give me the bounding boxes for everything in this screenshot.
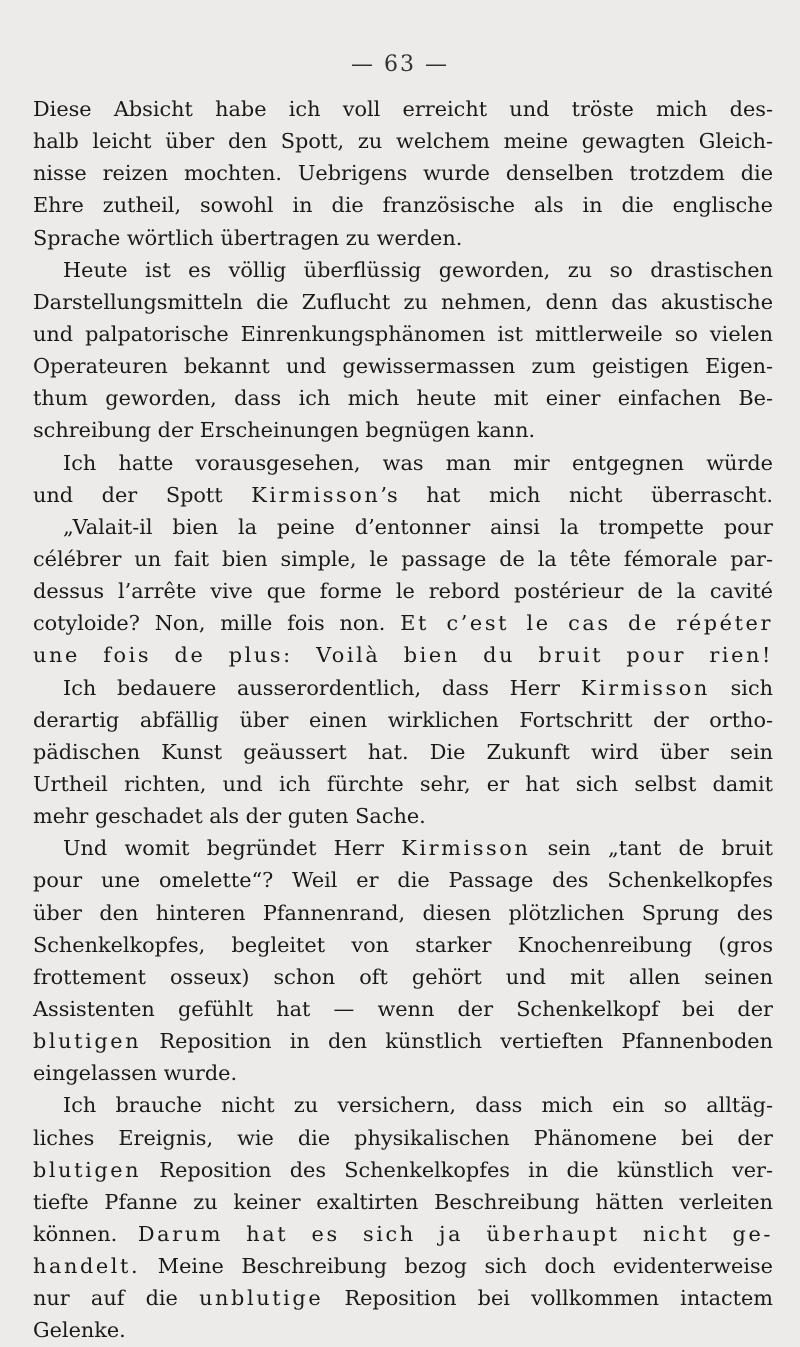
text-line: mehr geschadet als der guten Sache. (33, 804, 426, 829)
text-line: tiefte Pfanne zu keiner exaltirten Beschreibung hätten verleiten (33, 1189, 773, 1214)
text-line: Operateuren bekannt und gewissermassen zum geistigen Eigen- (33, 354, 773, 379)
text-line: frottement osseux) schon oft gehört und mit allen seinen (33, 964, 773, 989)
spaced-emphasis: blutigen (33, 1157, 142, 1182)
text-line: Ich hatte vorausgesehen, was man mir entgegnen würde (63, 450, 773, 475)
text-line: Sprache wörtlich übertragen zu werden. (33, 225, 463, 250)
spaced-emphasis: Darum hat es sich ja überhaupt nicht ge- (137, 1221, 773, 1246)
spaced-emphasis: blutigen (33, 1029, 142, 1054)
text-line: halb leicht über den Spott, zu welchem meine gewagten Gleich- (33, 129, 773, 154)
text-line: handelt. Meine Beschreibung bezog sich doch evidenterweise (33, 1254, 773, 1279)
text-line: dessus l’arrête vive que forme le rebord postérieur de la cavité (33, 579, 773, 604)
text-line: und der Spott Kirmisson’s hat mich nicht überrascht. (33, 482, 773, 507)
text-line: Und womit begründet Herr Kirmisson sein „tant de bruit (63, 836, 773, 861)
spaced-emphasis: Et c’est le cas de répéter (400, 611, 773, 636)
text-line: eingelassen wurde. (33, 1061, 238, 1086)
text-line: nur auf die unblutige Reposition bei vollkommen intactem (33, 1286, 773, 1311)
text-line: Ich brauche nicht zu versichern, dass mich ein so alltäg- (63, 1093, 773, 1118)
text-line: pour une omelette“? Weil er die Passage des Schenkelkopfes (33, 868, 773, 893)
text-line: blutigen Reposition in den künstlich vertieften Pfannenboden (33, 1029, 773, 1054)
text-line: Heute ist es völlig überflüssig geworden, zu so drastischen (63, 257, 773, 282)
text-line: Diese Absicht habe ich voll erreicht und tröste mich des- (33, 97, 773, 121)
text-line: können. Darum hat es sich ja überhaupt nicht ge- (33, 1221, 773, 1246)
text-line: Ehre zutheil, sowohl in die französische als in die englische (33, 193, 773, 218)
text-line: liches Ereignis, wie die physikalischen Phänomene bei der (33, 1125, 773, 1150)
text-line: derartig abfällig über einen wirklichen Fortschritt der ortho- (33, 707, 773, 732)
text-line: Assistenten gefühlt hat — wenn der Schenkelkopf bei der (33, 996, 773, 1021)
text-line: célébrer un fait bien simple, le passage de la tête fémorale par- (33, 546, 773, 571)
body-text (33, 93, 773, 1346)
spaced-emphasis: unblutige (199, 1286, 324, 1311)
text-line: „Valait-il bien la peine d’entonner ainsi la trompette pour (63, 514, 773, 539)
text-line: Schenkelkopfes, begleitet von starker Knochenreibung (gros (33, 932, 773, 957)
text-line: pädischen Kunst geäussert hat. Die Zukunft wird über sein (33, 739, 773, 764)
text-line: Urtheil richten, und ich fürchte sehr, er hat sich selbst damit (33, 771, 773, 796)
text-line: und palpatorische Einrenkungsphänomen ist mittlerweile so vielen (33, 321, 773, 346)
text-line (33, 639, 773, 671)
text-line: nisse reizen mochten. Uebrigens wurde denselben trotzdem die (33, 161, 773, 186)
spaced-emphasis: Kirmisson (401, 836, 531, 861)
text-line: thum geworden, dass ich mich heute mit einer einfachen Be- (33, 386, 773, 411)
text-line: blutigen Reposition des Schenkelkopfes in die künstlich ver- (33, 1157, 773, 1182)
text-line: über den hinteren Pfannenrand, diesen plötzlichen Sprung des (33, 900, 773, 925)
text-line: Darstellungsmitteln die Zuflucht zu nehmen, denn das akustische (33, 289, 773, 314)
text-line: schreibung der Erscheinungen begnügen kann. (33, 418, 536, 443)
spaced-emphasis: une fois de plus: Voilà bien du bruit pour rien! (33, 643, 773, 668)
text-line: Ich bedauere ausserordentlich, dass Herr Kirmisson sich (63, 675, 773, 700)
page-number: — 63 — (351, 52, 449, 77)
spaced-emphasis: Kirmisson (580, 675, 710, 700)
spaced-emphasis: Kirmisson (251, 482, 381, 507)
text-line: Gelenke. (33, 1318, 126, 1343)
text-line: cotyloide? Non, mille fois non. Et c’est le cas de répéter (33, 611, 773, 636)
spaced-emphasis: handelt. (33, 1254, 141, 1279)
